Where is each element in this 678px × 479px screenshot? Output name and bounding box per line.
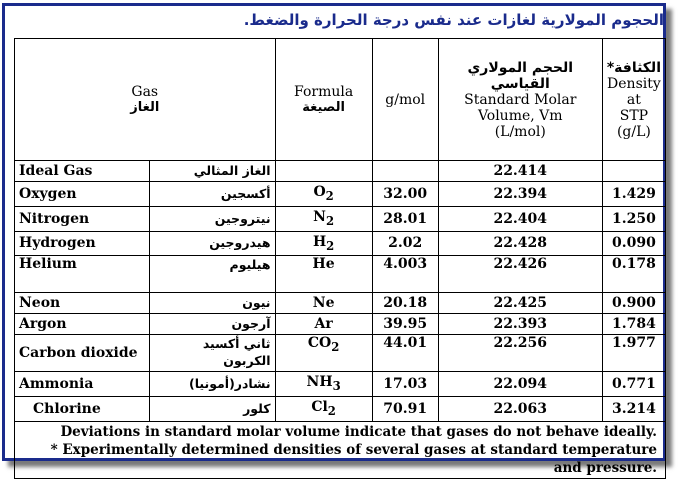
volume-header-en-3: (L/mol) [494, 123, 546, 140]
volume-cell: 22.063 [438, 397, 602, 422]
formula-cell: $CO_2$ [275, 335, 372, 372]
formula-cell: $O_2$ [275, 182, 372, 207]
volume-cell: 22.425 [438, 293, 602, 314]
formula-cell [275, 161, 372, 182]
mass-cell: 70.91 [372, 397, 438, 422]
gas-name: Nitrogen [15, 206, 150, 231]
density-note: * Experimentally determined densities of several gases at standard temperature and pressure. [50, 441, 657, 476]
gas-name-ar: أكسجين [149, 182, 275, 207]
gas-name: Chlorine [15, 397, 150, 422]
density-cell: 0.090 [602, 231, 665, 256]
mass-cell: 32.00 [372, 182, 438, 207]
density-cell [602, 161, 665, 182]
mass-cell: 20.18 [372, 293, 438, 314]
volume-cell: 22.428 [438, 231, 602, 256]
density-header [602, 39, 665, 161]
table-row [15, 256, 666, 293]
gas-name-ar: الغاز المثالي [149, 161, 275, 182]
mass-cell: 2.02 [372, 231, 438, 256]
density-cell: 3.214 [602, 397, 665, 422]
mass-cell: 17.03 [372, 372, 438, 397]
formula-header-en: Formula [294, 84, 354, 100]
page-title: الحجوم المولارية لغازات عند نفس درجة الحرارة والضغط. [243, 11, 664, 29]
formula-cell: He [275, 256, 372, 293]
volume-header-ar: الحجم المولاري القياسي [467, 59, 574, 92]
mass-cell [372, 161, 438, 182]
density-cell: 1.250 [602, 206, 665, 231]
gas-name: Ammonia [15, 372, 150, 397]
density-header-en-2: STP (g/L) [616, 107, 651, 140]
gas-name: Argon [15, 314, 150, 335]
gas-table [14, 38, 666, 479]
table-row [15, 314, 666, 335]
volume-cell: 22.426 [438, 256, 602, 293]
mass-header [372, 39, 438, 161]
mass-header-label: g/mol [385, 91, 426, 108]
gas-name-ar: نشادر(أمونيا) [149, 372, 275, 397]
table-row [15, 372, 666, 397]
formula-cell: Ne [275, 293, 372, 314]
footnote-row [15, 421, 666, 478]
gas-name-ar: نيون [149, 293, 275, 314]
gas-name-ar: ثاني أكسيد الكربون [149, 335, 275, 372]
density-header-en-1: Density at [607, 75, 661, 108]
header-row [15, 39, 666, 161]
formula-header-ar: الصيغة [302, 100, 345, 115]
density-cell: 0.900 [602, 293, 665, 314]
density-header-ar: الكثافة* [606, 59, 661, 76]
density-cell: 0.771 [602, 372, 665, 397]
table-row [15, 397, 666, 422]
volume-cell: 22.404 [438, 206, 602, 231]
table-row [15, 206, 666, 231]
gas-header-ar: الغاز [130, 100, 160, 115]
gas-name: Ideal Gas [15, 161, 150, 182]
volume-header-en-1: Standard Molar [464, 91, 577, 108]
mass-cell: 44.01 [372, 335, 438, 372]
formula-cell: $Cl_2$ [275, 397, 372, 422]
gas-name-ar: آرجون [149, 314, 275, 335]
volume-header-en-2: Volume, Vm [477, 107, 563, 124]
volume-header [438, 39, 602, 161]
table-row [15, 161, 666, 182]
mass-cell: 28.01 [372, 206, 438, 231]
gas-name-ar: هيدروجين [149, 231, 275, 256]
mass-cell: 4.003 [372, 256, 438, 293]
formula-cell: $N_2$ [275, 206, 372, 231]
footnote-cell [15, 421, 666, 478]
density-cell: 1.429 [602, 182, 665, 207]
formula-cell: $NH_3$ [275, 372, 372, 397]
formula-header [275, 39, 372, 161]
table-row [15, 231, 666, 256]
gas-header-en: Gas [131, 84, 159, 100]
gas-name: Oxygen [15, 182, 150, 207]
formula-cell: Ar [275, 314, 372, 335]
gas-name-ar: نيتروجين [149, 206, 275, 231]
density-cell: 1.784 [602, 314, 665, 335]
mass-cell: 39.95 [372, 314, 438, 335]
gas-name: Hydrogen [15, 231, 150, 256]
table-row [15, 335, 666, 372]
gas-name: Neon [15, 293, 150, 314]
volume-cell: 22.414 [438, 161, 602, 182]
gas-name: Carbon dioxide [15, 335, 150, 372]
volume-cell: 22.393 [438, 314, 602, 335]
table-row [15, 293, 666, 314]
density-cell: 0.178 [602, 256, 665, 293]
gas-name: Helium [15, 256, 150, 293]
table-row [15, 182, 666, 207]
volume-cell: 22.094 [438, 372, 602, 397]
formula-cell: $H_2$ [275, 231, 372, 256]
gas-name-ar: هيليوم [149, 256, 275, 293]
density-cell: 1.977 [602, 335, 665, 372]
deviation-note: Deviations in standard molar volume indicate that gases do not behave ideally. [60, 423, 657, 440]
volume-cell: 22.256 [438, 335, 602, 372]
volume-cell: 22.394 [438, 182, 602, 207]
gas-name-ar: كلور [149, 397, 275, 422]
gas-header [15, 39, 276, 161]
